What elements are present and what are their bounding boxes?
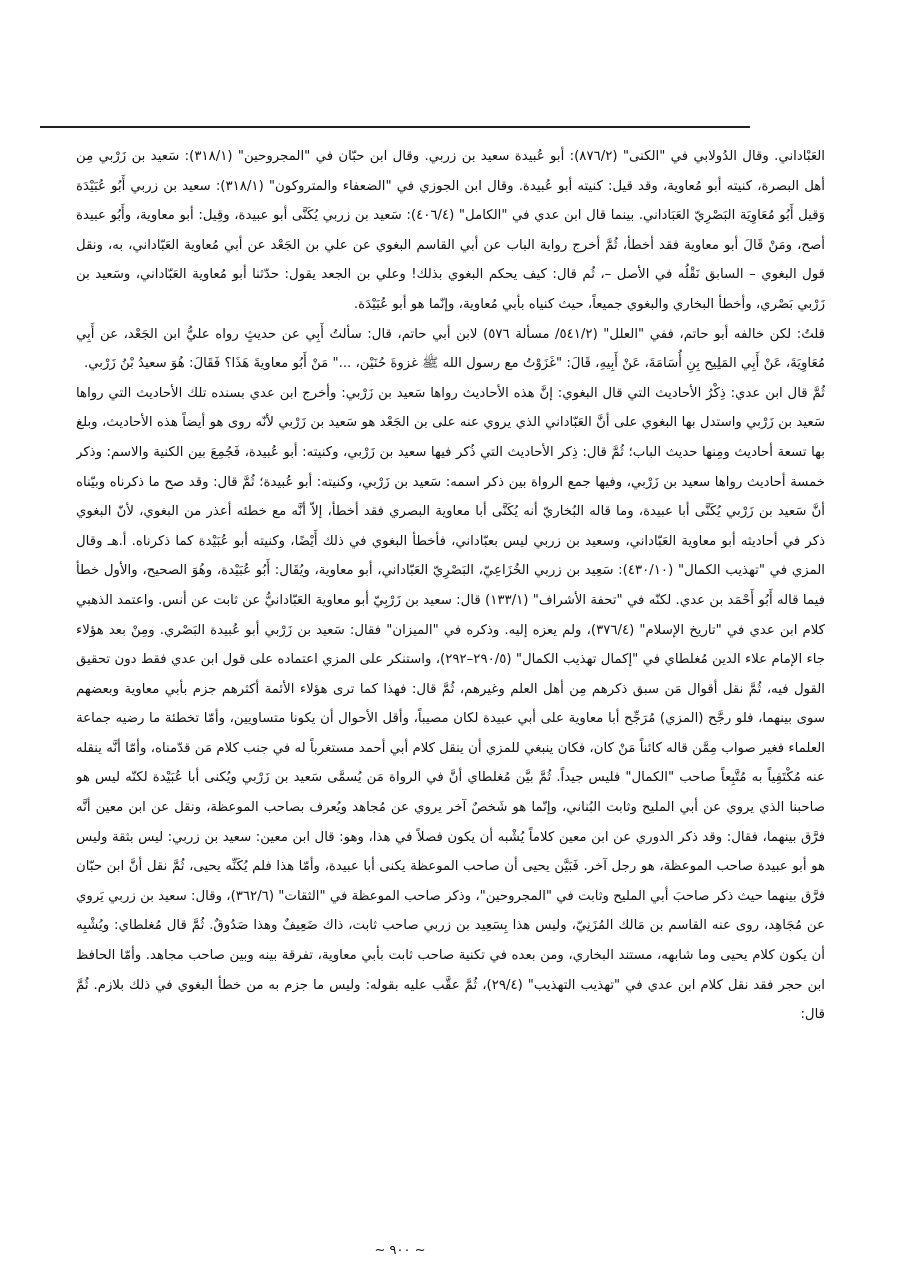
paragraph: قلتُ: لكن خالفه أبو حاتم، ففي "العلل" (٥٤١/٢/ مسألة ٥٧٦) لابن أبي حاتم، قال: سألتُ أَبِي عن حديثٍ رواه عليُّ ابن الجَعْد، عن أَبِي مُعَاوِيَةَ، عَنْ أَبِي المَلِيح بِنِ أُسَامَةَ، عَنْ أَبِيهِ، قَالَ: "غَزَوْتُ مع رسول الله ﷺ غزوةَ حُنَيْن، ..." مَنْ أَبُو معاويةَ هَذَا؟ فَقَالَ: هُوَ سعيدُ بْنُ زَرْبي.	[76, 326, 825, 372]
body-text	[76, 142, 825, 1232]
header-rule	[40, 126, 750, 128]
paragraph: العَبْاداني. وقال الدُولابي في "الكنى" (٨٧٦/٢): أبو عُبيدة سعيد بن زربي. وقال ابن حبّان في "المجروحين" (٣١٨/١): سَعيد بن زَرْبي مِن أهل البصرة، كنيته أبو مُعاوية، وقد قيل: كنيته أبو عُبيدة. وقال ابن الجوزي في "الضعفاء والمتروكون" (٣١٨/١): سعيد بن زربي أَبُو عُبَيْدَة وَقيل أَبُو مُعَاوِيَة البَصْرِيّ العَبَاداني. بينما قال ابن عدي في "الكامل" (٤٠٦/٤): سَعيد بن زربي يُكَنَّى أبو عبيدة، وقِيل: أبو معاوية، وأَبُو عبيدة أصح، ومَنْ قَالَ أبو معاوية فقد أخطأ، ثُمَّ أخرج رواية الباب عن أبي القاسم البغوي عن علي بن الجَعْد عن أبي مُعاوية العَبّاداني، به، ونقل قول البغوي – السابق نَقْلُه في الأصل –، ثُم قال: كيف يحكم البغوي بذلك! وعلي بن الجعد يقول: حدّثنا أبو مُعاوية العَبّاداني، وسَعيد بن زَرْبي بَصْري، وأخطأ البخاري والبغوي جميعاً، حيث كنياه بأبي مُعاوية، وإنّما هو أبو عُبَيْدَة.	[76, 149, 825, 312]
paragraph: ثُمَّ قال ابن عدي: ذِكْرُ الأحاديث التي قال البغوي: إنَّ هذه الأحاديث رواها سَعيد بن زَرْبي: وأخرج ابن عدي بسنده تلك الأحاديث التي رواها سَعيد بن زَرْبي واستدل بها البغوي على أنَّ العَبّاداني الذي يروي عنه على بن الجَعْد هو سَعيد بن زَرْبي لأنّه روى هو أيضاً هذه الأحاديث، وبلغ بها تسعة أحاديث ومِنها حديث الباب؛ ثُمَّ قال: ذِكر الأحاديث التي ذُكر فيها سعيد بن زَرْبي، وكنيته: أبو عُبيدة، فَجُمِعَ بين الكنية والاسم: وذكر خمسة أحاديث رواها سعيد بن زَرْبي، وفيها جمع الرواة بين ذكر اسمه: سَعيد بن زَرْبي، وكنيته: أبو عُبيدة؛ ثُمَّ قال: وقد صح ما ذكرناه وبيّناه أنَّ سَعيد بن زَرْبي يُكَنَّى أبا عبيدة، وما قاله البُخاريّ أنه يُكَنَّى أبا معاوية البصري فقد أخطأ، إلاّ أنَّه مع خطئه أعذر من البغوي، لأنّ البغوي ذكر في أحاديثه أبو معاوية العَبّاداني، وسعيد بن زربي ليس بعبّاداني، فأخطأ البغوي في ذلك أَيْضًا، وكنيته أبو عُبَيْدة كما ذكرناه. أ.هـ وقال المزي في "تهذيب الكمال" (٤٣٠/١٠): سَعِيد بن زربي الخُزَاعِيّ، البَصْرِيّ العَبّاداني، أبو معاوية، ويُقَال: أَبُو عُبَيْدة، وهُوَ الصحيح، والأول خطأ فيما قاله أَبُو أَحْمَد بن عدي. لكنّه في "تحفة الأشراف" (١٣٣/١) قال: سعيد بن زَرْبِيّ أبو معاوية العَبّادانيُّ عن ثابت عن أنس. واعتمد الذهبي كلام ابن عدي في "تاريخ الإسلام" (٣٧٦/٤)، ولم يعزه إليه. وذكره في "الميزان" فقال: سَعيد بن زَرْبي أبو عُبيدة البَصْري. ومِنْ بعد هؤلاء جاء الإمام علاء الدين مُغلطاي في "إكمال تهذيب الكمال" (٢٩٠/٥–٢٩٢)، واستنكر على المزي اعتماده على قول ابن عدي فقط دون تحقيق القول فيه، ثُمَّ نقل أقوال مَن سبق ذكرهم مِن أهل العلم وغيرهم، ثُمَّ قال: فهذا كما ترى هؤلاء الأئمة أكثرهم جزم بأبي معاوية وبعضهم سوى بينهما، فلو رجَّح (المزي) مُرَجِّح أبا معاوية على أبي عبيدة لكان مصيباً، وأقل الأحوال أن يكونا متساويين، وأمّا تخطئة ما رضيه جماعة العلماء فغير صواب مِمَّن قاله كائناً مَنْ كان، فكان ينبغي للمزي أن ينقل كلام أبي أحمد مستغرباً له في جنب كلام مَن قدّمناه، وأمّا أنَّه ينقله عنه مُكْتَفِياً به مُتَّبِعاً صاحب "الكمال" فليس جيداً. ثُمَّ بيَّن مُغلطاي أنَّ في الرواة مَن يُسمَّى سَعيد بن زَرْبي ويُكنى أبا عُبَيْدة لكنّه ليس هو صاحبنا الذي يروي عن أبي المليح وثابت البُناني، وإنّما هو شَخصٌ آخر يروي عن مُجاهد ويُعرف بصاحب الموعظة، ونقل عن ابن معين أنَّه فرَّق بينهما، فقال: وقد ذكر الدوري عن ابن معين كلاماً يُشْبه أن يكون فصلاً في هذا، وهو: قال ابن معين: سعيد بن زربي: ليس بثقة وليس هو أبو عبيدة صاحب الموعظة، هو رجل آخر. فَبَيَّن يحيى أن صاحب الموعظة يكنى أبا عبيدة، وأمّا هذا فلم يُكَنِّه يحيى، ثُمَّ نقل أنَّ ابن حبّان فرَّق بينهما حيث ذكر صاحبَ أبي المليح وثابت في "المجروحين"، وذكر صاحب الموعظة في "الثقات" (٣٦٢/٦)، وقال: سعيد بن زربي يَروي عن مُجَاهِد، روى عنه القاسم بن مَالك المُزَنِيّ، وليس هذا بِسَعِيد بن زربي صاحب ثابت، ذاك ضَعِيفٌ وهذا صَدُوقٌ. ثُمَّ قال مُغلطاي: ويُشْبِه أن يكون كلام يحيى وما شابهه، مستند البخاري، ومن بعده في تكنية صاحب ثابت بأبي معاوية، تفرقة بينه وبين صاحب مجاهد. وأمّا الحافظ ابن حجر فقد نقل كلام ابن عدي في "تهذيب التهذيب" (٢٩/٤)، ثُمَّ عقَّب عليه بقوله: وليس ما جزم به من خطأ البغوي في ذلك بلازم. ثُمَّ قال:	[76, 385, 825, 1023]
page-number: ~ ٩٠٠ ~	[374, 1243, 426, 1258]
